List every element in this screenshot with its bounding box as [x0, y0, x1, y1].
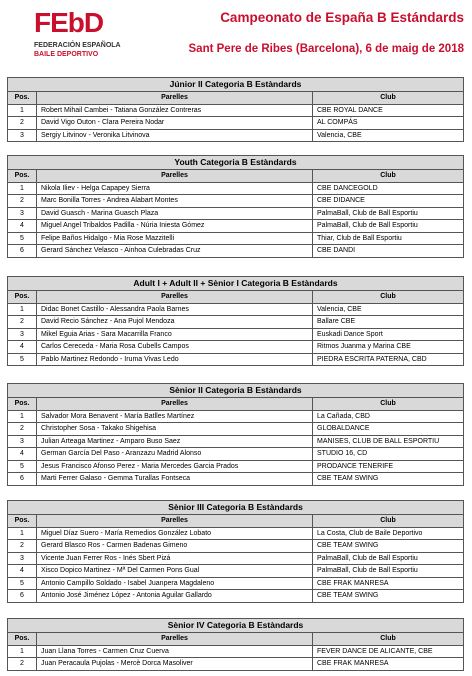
pair-cell: Sergiy Litvinov - Veronika Litvinova	[37, 129, 313, 142]
column-header-club: Club	[313, 291, 464, 304]
position-cell: 2	[8, 423, 37, 436]
club-cell: PalmaBall, Club de Ball Esportiu	[313, 207, 464, 220]
column-header-club: Club	[313, 398, 464, 411]
pair-cell: Christopher Sosa - Takako Shigehisa	[37, 423, 313, 436]
logo-federation-name: FEDERACIÓN ESPAÑOLA	[34, 42, 121, 49]
club-cell: La Costa, Club de Baile Deportivo	[313, 527, 464, 540]
pair-cell: Mikel Eguia Arias - Sara Macarrilla Franco	[37, 328, 313, 341]
position-cell: 6	[8, 590, 37, 603]
table-row	[8, 448, 464, 461]
table-row	[8, 303, 464, 316]
category-title: Júnior II Categoria B Estàndards	[8, 78, 464, 92]
pair-cell: David Recio Sánchez - Ana Pujol Mendoza	[37, 316, 313, 329]
results-table	[7, 500, 464, 603]
results-table	[7, 618, 464, 671]
category-title: Sènior III Categoria B Estàndards	[8, 501, 464, 515]
position-cell: 2	[8, 658, 37, 671]
column-header-pairs: Parelles	[37, 515, 313, 528]
column-header-club: Club	[313, 633, 464, 646]
pair-cell: Miguel Angel Tribaldos Padilla - Núria Iniesta Gómez	[37, 220, 313, 233]
pair-cell: David Vigo Outon - Clara Pereira Nodar	[37, 117, 313, 130]
position-cell: 5	[8, 353, 37, 366]
column-header-pos: Pos.	[8, 398, 37, 411]
club-cell: CBE DANCEGOLD	[313, 182, 464, 195]
pair-cell: Gerard Blasco Ros - Carmen Badenas Gimeno	[37, 540, 313, 553]
table-row	[8, 129, 464, 142]
table-row	[8, 328, 464, 341]
table-row	[8, 565, 464, 578]
position-cell: 6	[8, 473, 37, 486]
club-cell: CBE DANDI	[313, 245, 464, 258]
table-row	[8, 540, 464, 553]
column-header-club: Club	[313, 170, 464, 183]
position-cell: 4	[8, 565, 37, 578]
results-section	[7, 77, 463, 142]
club-cell: Ballare CBE	[313, 316, 464, 329]
column-header-pairs: Parelles	[37, 291, 313, 304]
club-cell: CBE FRAK MANRESA	[313, 658, 464, 671]
pair-cell: Gerard Sánchez Velasco - Ainhoa Culebradas Cruz	[37, 245, 313, 258]
position-cell: 4	[8, 341, 37, 354]
position-cell: 3	[8, 552, 37, 565]
position-cell: 1	[8, 527, 37, 540]
results-section	[7, 500, 463, 603]
column-header-pairs: Parelles	[37, 92, 313, 105]
pair-cell: Marti Ferrer Galaso - Gemma Turallas Fontseca	[37, 473, 313, 486]
position-cell: 2	[8, 316, 37, 329]
position-cell: 1	[8, 410, 37, 423]
club-cell: Valencia, CBE	[313, 129, 464, 142]
position-cell: 3	[8, 129, 37, 142]
table-row	[8, 577, 464, 590]
pair-cell: Robert Mihail Cambei - Tatiana González Contreras	[37, 104, 313, 117]
club-cell: FEVER DANCE DE ALICANTE, CBE	[313, 645, 464, 658]
position-cell: 1	[8, 104, 37, 117]
pair-cell: Jesus Francisco Afonso Perez - Maria Mercedes Garcia Prados	[37, 460, 313, 473]
pair-cell: Felipe Baños Hidalgo - Mia Rose Mazzitelli	[37, 232, 313, 245]
table-row	[8, 353, 464, 366]
club-cell: Euskadi Dance Sport	[313, 328, 464, 341]
table-row	[8, 590, 464, 603]
table-row	[8, 645, 464, 658]
results-section	[7, 383, 463, 486]
table-row	[8, 182, 464, 195]
club-cell: PIEDRA ESCRITA PATERNA, CBD	[313, 353, 464, 366]
club-cell: MANISES, CLUB DE BALL ESPORTIU	[313, 435, 464, 448]
position-cell: 2	[8, 195, 37, 208]
table-row	[8, 435, 464, 448]
position-cell: 5	[8, 232, 37, 245]
pair-cell: Marc Bonilla Torres - Andrea Alabart Montes	[37, 195, 313, 208]
club-cell: Thiar, Club de Ball Esportiu	[313, 232, 464, 245]
club-cell: La Cañada, CBD	[313, 410, 464, 423]
position-cell: 6	[8, 245, 37, 258]
position-cell: 1	[8, 645, 37, 658]
position-cell: 3	[8, 435, 37, 448]
page-header	[0, 0, 472, 70]
club-cell: STUDIO 16, CD	[313, 448, 464, 461]
column-header-club: Club	[313, 92, 464, 105]
pair-cell: Miguel Díaz Suero - María Remedios González Lobato	[37, 527, 313, 540]
results-table	[7, 383, 464, 486]
results-table	[7, 276, 464, 366]
position-cell: 3	[8, 328, 37, 341]
position-cell: 4	[8, 448, 37, 461]
table-row	[8, 473, 464, 486]
pair-cell: Didac Bonet Castillo - Alessandra Paola Barnes	[37, 303, 313, 316]
category-title: Youth Categoria B Estàndards	[8, 156, 464, 170]
table-row	[8, 117, 464, 130]
pair-cell: Carlos Cereceda - Maria Rosa Cubells Campos	[37, 341, 313, 354]
table-row	[8, 527, 464, 540]
table-row	[8, 341, 464, 354]
position-cell: 5	[8, 460, 37, 473]
column-header-club: Club	[313, 515, 464, 528]
results-table	[7, 77, 464, 142]
category-title: Sènior IV Categoria B Estàndards	[8, 619, 464, 633]
column-header-pairs: Parelles	[37, 633, 313, 646]
club-cell: CBE TEAM SWING	[313, 473, 464, 486]
table-row	[8, 195, 464, 208]
pair-cell: Vicente Juan Ferrer Ros - Inés Sbert Pizá	[37, 552, 313, 565]
position-cell: 3	[8, 207, 37, 220]
column-header-pairs: Parelles	[37, 170, 313, 183]
pair-cell: German García Del Paso - Aranzazu Madrid Alonso	[37, 448, 313, 461]
pair-cell: Salvador Mora Benavent - María Batlles Martínez	[37, 410, 313, 423]
pair-cell: Nikola Iliev - Helga Capapey Sierra	[37, 182, 313, 195]
club-cell: CBE DIDANCE	[313, 195, 464, 208]
results-section	[7, 618, 463, 671]
club-cell: PRODANCE TENERIFE	[313, 460, 464, 473]
table-row	[8, 410, 464, 423]
club-cell: AL COMPÁS	[313, 117, 464, 130]
table-row	[8, 207, 464, 220]
column-header-pairs: Parelles	[37, 398, 313, 411]
table-row	[8, 658, 464, 671]
pair-cell: Antonio Campillo Soldado - Isabel Juanpera Magdaleno	[37, 577, 313, 590]
club-cell: PalmaBall, Club de Ball Esportiu	[313, 552, 464, 565]
club-cell: Valencia, CBE	[313, 303, 464, 316]
club-cell: GLOBALDANCE	[313, 423, 464, 436]
pair-cell: Pablo Martinez Redondo - Iruma Vivas Ledo	[37, 353, 313, 366]
club-cell: CBE TEAM SWING	[313, 540, 464, 553]
table-row	[8, 423, 464, 436]
logo-sport-name: BAILE DEPORTIVO	[34, 51, 99, 58]
column-header-pos: Pos.	[8, 633, 37, 646]
logo-text: FEbD	[34, 7, 104, 38]
pair-cell: Julian Arteaga Martinez - Amparo Buso Saez	[37, 435, 313, 448]
table-row	[8, 220, 464, 233]
pair-cell: Xisco Dopico Martinez - Mª Del Carmen Pons Gual	[37, 565, 313, 578]
pair-cell: Juan Peracaula Pujolas - Mercè Dorca Masoliver	[37, 658, 313, 671]
club-cell: Ritmos Juanma y Marina CBE	[313, 341, 464, 354]
results-section	[7, 155, 463, 258]
table-row	[8, 316, 464, 329]
pair-cell: Antonio José Jiménez López - Antonia Aguilar Gallardo	[37, 590, 313, 603]
table-row	[8, 460, 464, 473]
table-row	[8, 104, 464, 117]
table-row	[8, 232, 464, 245]
club-cell: PalmaBall, Club de Ball Esportiu	[313, 220, 464, 233]
position-cell: 5	[8, 577, 37, 590]
results-table	[7, 155, 464, 258]
pair-cell: Juan Llana Torres - Carmen Cruz Cuerva	[37, 645, 313, 658]
febd-logo	[34, 7, 121, 64]
results-section	[7, 276, 463, 366]
table-row	[8, 245, 464, 258]
position-cell: 4	[8, 220, 37, 233]
category-title: Sènior II Categoria B Estàndards	[8, 384, 464, 398]
position-cell: 1	[8, 182, 37, 195]
column-header-pos: Pos.	[8, 170, 37, 183]
position-cell: 2	[8, 540, 37, 553]
column-header-pos: Pos.	[8, 515, 37, 528]
page-subtitle: Sant Pere de Ribes (Barcelona), 6 de maig de 2018	[188, 43, 464, 55]
position-cell: 2	[8, 117, 37, 130]
club-cell: CBE FRAK MANRESA	[313, 577, 464, 590]
position-cell: 1	[8, 303, 37, 316]
column-header-pos: Pos.	[8, 291, 37, 304]
page-title: Campeonato de España B Estándards	[220, 10, 464, 25]
club-cell: CBE TEAM SWING	[313, 590, 464, 603]
table-row	[8, 552, 464, 565]
club-cell: PalmaBall, Club de Ball Esportiu	[313, 565, 464, 578]
column-header-pos: Pos.	[8, 92, 37, 105]
club-cell: CBE ROYAL DANCE	[313, 104, 464, 117]
category-title: Adult I + Adult II + Sènior I Categoria B Estàndards	[8, 277, 464, 291]
pair-cell: David Guasch - Marina Guasch Plaza	[37, 207, 313, 220]
